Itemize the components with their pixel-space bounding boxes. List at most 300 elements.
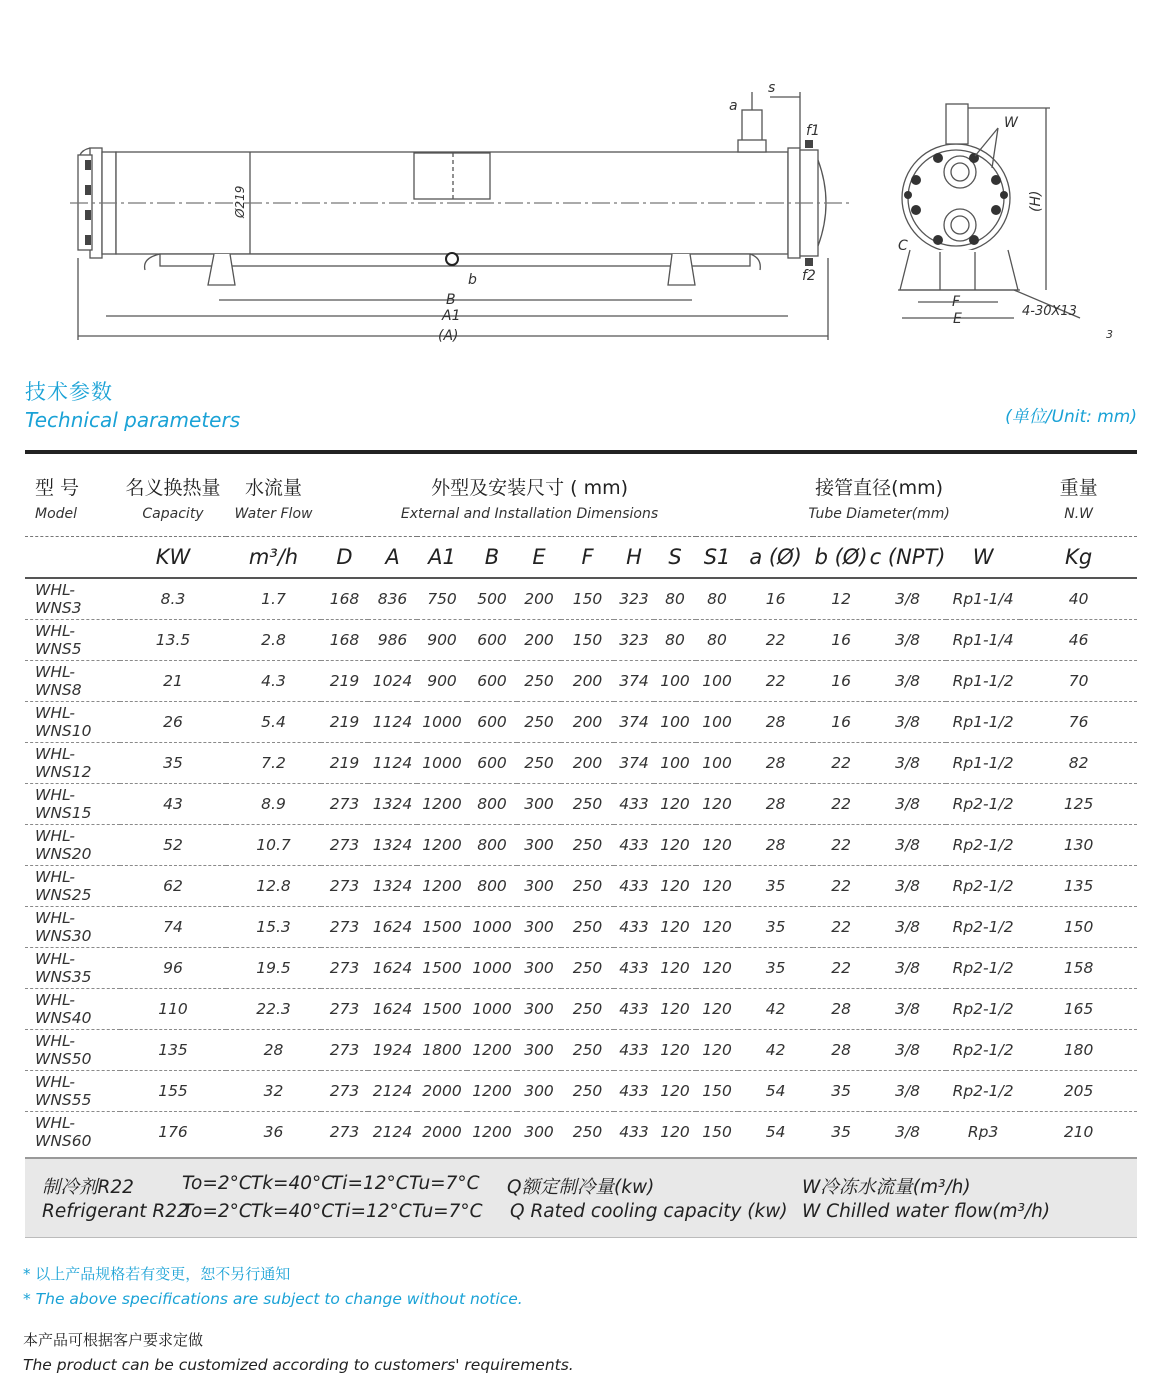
table-cell: 1500 — [417, 989, 467, 1030]
svg-text:4-30X13: 4-30X13 — [1022, 304, 1077, 319]
table-cell: 16 — [813, 702, 869, 743]
table-cell: 22.3 — [226, 989, 321, 1030]
svg-text:W: W — [1004, 115, 1018, 131]
table-cell: 300 — [517, 948, 561, 989]
table-cell: 273 — [321, 948, 368, 989]
table-cell: 80 — [696, 578, 738, 620]
table-cell: 96 — [120, 948, 226, 989]
table-cell: 1124 — [368, 743, 417, 784]
table-cell: 120 — [696, 1030, 738, 1071]
table-row — [25, 661, 1137, 702]
table-cell: 273 — [329, 1123, 360, 1141]
table-cell: 1.7 — [226, 578, 321, 620]
table-cell: 150 — [696, 1071, 738, 1112]
table-cell: 54 — [765, 1123, 786, 1141]
unit-cell: B — [467, 537, 517, 579]
table-cell: 1500 — [417, 948, 467, 989]
cond-to: To=2°C — [182, 1173, 252, 1194]
table-row — [25, 1071, 1137, 1112]
table-cell: 35 — [120, 743, 226, 784]
table-cell: 46 — [1020, 620, 1137, 661]
table-cell: 3/8 — [869, 620, 946, 661]
table-cell: 10.7 — [226, 825, 321, 866]
table-cell: 1200 — [417, 825, 467, 866]
table-cell: 273 — [321, 784, 368, 825]
table-cell: 273 — [321, 989, 368, 1030]
svg-text:F: F — [952, 294, 961, 310]
table-cell: 800 — [467, 825, 517, 866]
table-cell: 28 — [738, 784, 813, 825]
table-cell: 74 — [120, 907, 226, 948]
table-cell: Rp2-1/2 — [946, 907, 1020, 948]
model-cell: WHL-WNS12 — [25, 743, 120, 784]
table-cell: 219 — [321, 743, 368, 784]
table-cell: 22 — [813, 825, 869, 866]
table-cell: 150 — [561, 620, 614, 661]
table-cell: 300 — [517, 907, 561, 948]
table-cell: 12.8 — [226, 866, 321, 907]
unit-cell: S — [654, 537, 696, 579]
table-cell: 150 — [702, 1123, 732, 1141]
table-cell: 1200 — [417, 784, 467, 825]
table-cell: 120 — [660, 1123, 690, 1141]
table-cell: 54 — [738, 1071, 813, 1112]
table-cell: 600 — [467, 702, 517, 743]
table-row — [25, 948, 1137, 989]
table-cell: 250 — [561, 989, 614, 1030]
table-cell: 210 — [1063, 1123, 1094, 1141]
table-cell: 120 — [654, 948, 696, 989]
table-cell: 250 — [561, 866, 614, 907]
table-cell: 433 — [614, 866, 654, 907]
conditions-band — [25, 1157, 1137, 1238]
table-row — [25, 702, 1137, 743]
table-cell: 300 — [517, 1030, 561, 1071]
model-cell: WHL-WNS35 — [25, 948, 120, 989]
table-cell: 52 — [120, 825, 226, 866]
table-cell: 16 — [738, 578, 813, 620]
table-cell: 1324 — [368, 784, 417, 825]
table-cell: 35 — [813, 1071, 869, 1112]
header-dimensions: 外型及安装尺寸 ( mm) External and Installation Dimensions — [400, 476, 659, 522]
table-cell: 219 — [321, 661, 368, 702]
table-cell: 433 — [614, 907, 654, 948]
q-label-en: Q Rated cooling capacity (kw) — [510, 1201, 788, 1222]
table-cell: 28 — [813, 1030, 869, 1071]
table-cell: 120 — [654, 1030, 696, 1071]
table-cell: 300 — [524, 1123, 554, 1141]
table-cell: 200 — [561, 702, 614, 743]
unit-cell: H — [614, 537, 654, 579]
model-cell: WHL-WNS3 — [25, 578, 120, 620]
table-cell: 1200 — [467, 1030, 517, 1071]
table-cell: 80 — [696, 620, 738, 661]
table-cell: 62 — [120, 866, 226, 907]
table-cell: Rp2-1/2 — [946, 866, 1020, 907]
table-cell: 135 — [1020, 866, 1137, 907]
cond-tk: Tk=40°C — [251, 1173, 335, 1194]
section-title — [25, 376, 240, 432]
table-cell: 433 — [619, 1123, 649, 1141]
table-cell: 22 — [813, 743, 869, 784]
w-label-en: W Chilled water flow(m³/h) — [802, 1201, 1051, 1222]
table-cell: 7.2 — [226, 743, 321, 784]
unit-cell: W — [946, 537, 1020, 579]
table-cell: Rp2-1/2 — [946, 989, 1020, 1030]
table-cell: 374 — [614, 661, 654, 702]
table-cell: 323 — [614, 620, 654, 661]
table-cell: 125 — [1020, 784, 1137, 825]
table-cell: 22 — [813, 784, 869, 825]
table-cell: 16 — [813, 661, 869, 702]
table-cell: Rp2-1/2 — [946, 784, 1020, 825]
table-cell: 200 — [561, 661, 614, 702]
table-cell: 100 — [696, 743, 738, 784]
svg-text:E: E — [953, 311, 962, 327]
table-cell: Rp2-1/2 — [946, 948, 1020, 989]
table-cell: 200 — [517, 620, 561, 661]
svg-text:A1: A1 — [442, 308, 461, 324]
table-cell: 1624 — [368, 989, 417, 1030]
table-cell: 600 — [467, 661, 517, 702]
table-row — [25, 578, 1137, 620]
header-weight: 重量 N.W — [1059, 476, 1098, 522]
header-tube-diameter: 接管直径(mm) Tube Diameter(mm) — [808, 476, 950, 522]
table-cell: 120 — [696, 784, 738, 825]
header-water-flow: 水流量 Water Flow — [234, 476, 313, 522]
header-model: 型 号 Model — [35, 476, 80, 522]
table-cell: Rp2-1/2 — [946, 825, 1020, 866]
table-cell: 1000 — [467, 907, 517, 948]
table-cell: 250 — [517, 702, 561, 743]
table-cell: 3/8 — [869, 702, 946, 743]
table-cell: 35 — [738, 866, 813, 907]
table-cell: 26 — [120, 702, 226, 743]
table-cell: 120 — [696, 825, 738, 866]
table-cell: 158 — [1020, 948, 1137, 989]
table-cell: 1624 — [368, 907, 417, 948]
table-cell: 120 — [654, 907, 696, 948]
w-label-cn: W冷冻水流量(m³/h) — [802, 1177, 971, 1198]
svg-text:3: 3 — [1106, 328, 1113, 341]
svg-text:Ø219: Ø219 — [233, 185, 247, 218]
table-cell: 100 — [696, 661, 738, 702]
unit-cell: A — [368, 537, 417, 579]
table-cell: 36 — [263, 1123, 284, 1141]
table-cell: 35 — [738, 948, 813, 989]
unit-cell: a (Ø) — [738, 537, 813, 579]
unit-cell — [25, 537, 120, 579]
table-cell: 433 — [614, 948, 654, 989]
table-cell: 200 — [517, 578, 561, 620]
table-row — [25, 866, 1137, 907]
change-notice-cn: * 以上产品规格若有变更，恕不另行通知 — [23, 1265, 291, 1283]
table-cell: 80 — [654, 578, 696, 620]
table-cell: 219 — [321, 702, 368, 743]
table-cell: 32 — [226, 1071, 321, 1112]
table-cell: 250 — [517, 661, 561, 702]
section-title-en: Technical parameters — [25, 408, 241, 432]
table-cell: 120 — [696, 907, 738, 948]
table-cell: 28 — [226, 1030, 321, 1071]
table-row — [25, 825, 1137, 866]
table-cell: 3/8 — [869, 743, 946, 784]
model-cell: WHL-WNS5 — [25, 620, 120, 661]
model-cell: WHL-WNS60 — [35, 1114, 92, 1150]
table-cell: 12 — [813, 578, 869, 620]
table-cell: 3/8 — [869, 1030, 946, 1071]
table-cell: 180 — [1020, 1030, 1137, 1071]
svg-text:a: a — [729, 98, 738, 114]
table-cell: 600 — [467, 620, 517, 661]
table-cell: 15.3 — [226, 907, 321, 948]
table-cell: 168 — [321, 620, 368, 661]
table-cell: 836 — [368, 578, 417, 620]
cond-ti: Ti=12°C — [331, 1173, 409, 1194]
table-cell: 1200 — [467, 1071, 517, 1112]
table-cell: 150 — [1020, 907, 1137, 948]
table-cell: 100 — [696, 702, 738, 743]
table-cell: 13.5 — [120, 620, 226, 661]
table-cell: 250 — [517, 743, 561, 784]
table-cell: 273 — [321, 1030, 368, 1071]
technical-drawing — [0, 0, 1165, 360]
table-cell: 70 — [1020, 661, 1137, 702]
svg-text:(H): (H) — [1028, 190, 1044, 212]
table-cell: 250 — [561, 784, 614, 825]
table-cell: 900 — [417, 661, 467, 702]
table-cell: 80 — [654, 620, 696, 661]
table-cell: 120 — [654, 825, 696, 866]
table-cell: 273 — [321, 825, 368, 866]
table-cell: 2.8 — [226, 620, 321, 661]
svg-text:C: C — [898, 238, 908, 254]
table-row — [25, 620, 1137, 661]
table-cell: 300 — [517, 1071, 561, 1112]
model-cell: WHL-WNS10 — [25, 702, 120, 743]
table-cell: 273 — [321, 866, 368, 907]
table-cell: 250 — [561, 1071, 614, 1112]
table-cell: 250 — [561, 948, 614, 989]
svg-text:(A): (A) — [438, 328, 459, 344]
table-cell: 433 — [614, 989, 654, 1030]
table-cell: 3/8 — [869, 784, 946, 825]
unit-cell: c (NPT) — [869, 537, 946, 579]
table-cell: 5.4 — [226, 702, 321, 743]
table-cell: 273 — [321, 907, 368, 948]
table-cell: 120 — [654, 989, 696, 1030]
table-cell: 1000 — [467, 989, 517, 1030]
table-cell: 433 — [614, 825, 654, 866]
table-cell: 2124 — [372, 1123, 413, 1141]
svg-text:b: b — [468, 272, 477, 288]
table-cell: 200 — [561, 743, 614, 784]
model-cell: WHL-WNS30 — [25, 907, 120, 948]
table-cell: 1000 — [467, 948, 517, 989]
cond-tu-en: Tu=7°C — [412, 1201, 483, 1222]
table-cell: 28 — [813, 989, 869, 1030]
table-cell: 82 — [1020, 743, 1137, 784]
table-cell: 3/8 — [869, 825, 946, 866]
table-cell: 433 — [614, 1030, 654, 1071]
table-top-rule — [25, 450, 1137, 454]
unit-label: (单位/Unit: mm) — [1005, 407, 1137, 427]
table-cell: 3/8 — [869, 948, 946, 989]
table-cell: 110 — [120, 989, 226, 1030]
table-cell: 35 — [831, 1123, 851, 1141]
model-cell: WHL-WNS55 — [25, 1071, 120, 1112]
table-cell: 155 — [120, 1071, 226, 1112]
table-cell: 900 — [417, 620, 467, 661]
table-cell: 1924 — [368, 1030, 417, 1071]
q-label-cn: Q额定制冷量(kw) — [507, 1177, 655, 1198]
table-cell: 43 — [120, 784, 226, 825]
table-cell: 300 — [517, 825, 561, 866]
table-cell: 205 — [1020, 1071, 1137, 1112]
table-cell: 500 — [467, 578, 517, 620]
table-cell: 300 — [517, 866, 561, 907]
table-cell: 3/8 — [869, 866, 946, 907]
table-cell: 2000 — [422, 1123, 462, 1141]
model-cell: WHL-WNS8 — [25, 661, 120, 702]
table-cell: 250 — [561, 1030, 614, 1071]
table-cell: Rp1-1/2 — [946, 743, 1020, 784]
table-cell: 135 — [120, 1030, 226, 1071]
table-row — [25, 989, 1137, 1030]
unit-cell: D — [321, 537, 368, 579]
cond-tu: Tu=7°C — [409, 1173, 480, 1194]
unit-cell: m³/h — [226, 537, 321, 579]
spec-table-body — [25, 578, 1137, 1152]
table-cell: 22 — [813, 866, 869, 907]
table-cell: Rp2-1/2 — [946, 1030, 1020, 1071]
change-notice-en: * The above specifications are subject to change without notice. — [23, 1290, 523, 1308]
table-cell: 100 — [654, 661, 696, 702]
table-cell: 28 — [738, 825, 813, 866]
unit-cell: b (Ø) — [813, 537, 869, 579]
table-cell: 76 — [1020, 702, 1137, 743]
table-cell: 1624 — [368, 948, 417, 989]
table-cell: 176 — [158, 1123, 188, 1141]
table-cell: Rp1-1/2 — [946, 661, 1020, 702]
table-cell: 3/8 — [869, 661, 946, 702]
table-cell: 120 — [696, 989, 738, 1030]
unit-cell: E — [517, 537, 561, 579]
refrigerant-en: Refrigerant R22 — [42, 1201, 189, 1222]
table-row — [25, 743, 1137, 784]
table-cell: 165 — [1020, 989, 1137, 1030]
table-cell: 120 — [696, 948, 738, 989]
unit-cell: A1 — [417, 537, 467, 579]
table-cell: 800 — [467, 866, 517, 907]
table-cell: 120 — [654, 866, 696, 907]
table-cell: 750 — [417, 578, 467, 620]
table-cell: 600 — [467, 743, 517, 784]
table-cell: 120 — [696, 866, 738, 907]
table-cell: 433 — [614, 1071, 654, 1112]
table-cell: 3/8 — [895, 1123, 921, 1141]
table-cell: 250 — [572, 1123, 603, 1141]
cond-to-en: To=2°C — [182, 1201, 252, 1222]
table-cell: 1000 — [417, 743, 467, 784]
table-cell: 28 — [738, 743, 813, 784]
section-title-cn: 技术参数 — [25, 380, 113, 404]
table-cell: 8.3 — [120, 578, 226, 620]
table-cell: 800 — [467, 784, 517, 825]
table-cell: 1200 — [472, 1123, 512, 1141]
model-cell: WHL-WNS50 — [25, 1030, 120, 1071]
table-cell: 120 — [654, 1071, 696, 1112]
table-cell: 374 — [614, 702, 654, 743]
model-cell: WHL-WNS15 — [25, 784, 120, 825]
model-cell: WHL-WNS25 — [25, 866, 120, 907]
unit-cell: KW — [120, 537, 226, 579]
table-cell: 1324 — [368, 825, 417, 866]
svg-text:B: B — [446, 292, 456, 308]
table-cell: 300 — [517, 989, 561, 1030]
table-cell: 42 — [738, 989, 813, 1030]
table-cell: 250 — [561, 907, 614, 948]
table-cell: 374 — [614, 743, 654, 784]
header-capacity: 名义换热量 Capacity — [125, 476, 221, 522]
table-cell: 1200 — [417, 866, 467, 907]
unit-cell: Kg — [1020, 537, 1137, 579]
table-cell: Rp2-1/2 — [946, 1071, 1020, 1112]
table-cell: 1024 — [368, 661, 417, 702]
header-row-units — [25, 537, 1137, 579]
table-cell: 35 — [738, 907, 813, 948]
table-cell: 22 — [813, 948, 869, 989]
table-cell: 3/8 — [869, 907, 946, 948]
unit-cell: F — [561, 537, 614, 579]
table-cell: 3/8 — [869, 989, 946, 1030]
table-cell: 2124 — [368, 1071, 417, 1112]
table-cell: 42 — [738, 1030, 813, 1071]
table-cell: 22 — [738, 620, 813, 661]
table-cell: Rp1-1/4 — [946, 620, 1020, 661]
side-view — [70, 92, 850, 340]
table-row — [25, 784, 1137, 825]
table-cell: 4.3 — [226, 661, 321, 702]
table-cell: 1124 — [368, 702, 417, 743]
table-cell: 19.5 — [226, 948, 321, 989]
table-cell: 323 — [614, 578, 654, 620]
customization-note-cn: 本产品可根据客户要求定做 — [23, 1331, 204, 1349]
table-cell: 22 — [738, 661, 813, 702]
table-cell: 1000 — [417, 702, 467, 743]
table-row — [25, 1030, 1137, 1071]
table-cell: 986 — [368, 620, 417, 661]
svg-text:f1: f1 — [806, 123, 820, 139]
table-cell: 120 — [654, 784, 696, 825]
table-cell: 22 — [813, 907, 869, 948]
table-row — [25, 907, 1137, 948]
table-cell: 250 — [561, 825, 614, 866]
header-row-labels — [25, 458, 1137, 537]
change-notice — [23, 1263, 523, 1308]
table-cell: 1800 — [417, 1030, 467, 1071]
customization-note-en: The product can be customized according to customers' requirements. — [23, 1356, 574, 1374]
unit-cell: S1 — [696, 537, 738, 579]
table-cell: 100 — [654, 702, 696, 743]
table-row — [25, 1112, 1137, 1153]
end-view — [898, 104, 1080, 318]
table-cell: 130 — [1020, 825, 1137, 866]
table-cell: 168 — [321, 578, 368, 620]
table-cell: 1324 — [368, 866, 417, 907]
table-cell: 150 — [561, 578, 614, 620]
table-cell: 28 — [738, 702, 813, 743]
